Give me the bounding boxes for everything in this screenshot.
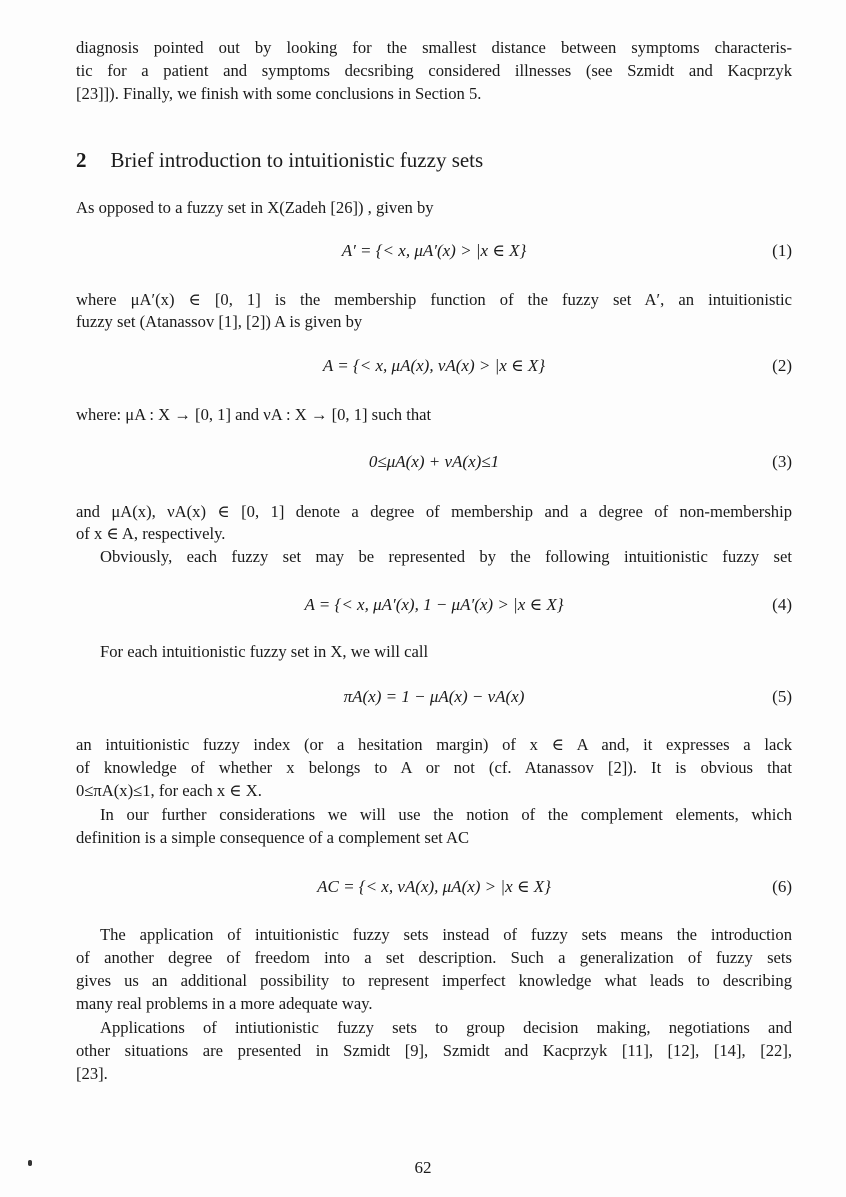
paragraph-3: where: μA : X → [0, 1] and νA : X → [0, 1] such that — [76, 405, 432, 424]
equation-2 — [76, 356, 792, 380]
paragraph-5: Obviously, each fuzzy set may be represented by the following intuitionistic fuzzy set — [100, 547, 792, 566]
equation-6-formula: AC = {< x, νA(x), μA(x) > |x ∈ X} — [317, 877, 551, 896]
equation-6 — [76, 877, 792, 901]
intro-line-2: tic for a patient and symptoms decsribing considered illnesses (see Szmidt and Kacprzyk — [76, 61, 792, 80]
paragraph-2-line-2: fuzzy set (Atanassov [1], [2]) A is given by — [76, 312, 363, 331]
paragraph-1: As opposed to a fuzzy set in X(Zadeh [26]) , given by — [76, 198, 434, 217]
paragraph-7-line-2: of knowledge of whether x belongs to A or not (cf. Atanassov [2]). It is obvious that — [76, 758, 792, 777]
paragraph-8-line-2: definition is a simple consequence of a complement set AC — [76, 828, 470, 847]
equation-3-formula: 0≤μA(x) + νA(x)≤1 — [368, 452, 500, 471]
paragraph-2-line-1: where μA′(x) ∈ [0, 1] is the membership function of the fuzzy set A′, an intuitionistic — [76, 290, 792, 309]
equation-3 — [76, 452, 792, 476]
equation-1 — [76, 241, 792, 265]
intro-line-3: [23]]). Finally, we finish with some conclusions in Section 5. — [76, 84, 482, 103]
section-number: 2 — [76, 148, 87, 172]
paragraph-4-line-1: and μA(x), νA(x) ∈ [0, 1] denote a degree of membership and a degree of non-membership — [76, 502, 792, 521]
equation-1-formula: A′ = {< x, μA′(x) > |x ∈ X} — [341, 241, 527, 260]
paragraph-7-line-1: an intuitionistic fuzzy index (or a hesitation margin) of x ∈ A and, it expresses a lack — [76, 735, 792, 754]
equation-4-formula: A = {< x, μA′(x), 1 − μA′(x) > |x ∈ X} — [304, 595, 564, 614]
intro-line-1: diagnosis pointed out by looking for the smallest distance between symptoms characteris- — [76, 38, 792, 57]
paragraph-9-line-1: The application of intuitionistic fuzzy sets instead of fuzzy sets means the introduction — [100, 925, 792, 944]
equation-4-number: (4) — [772, 595, 792, 614]
section-title: Brief introduction to intuitionistic fuzzy sets — [110, 148, 484, 172]
section-heading — [76, 148, 483, 173]
paragraph-8-line-1: In our further considerations we will use the notion of the complement elements, which — [100, 805, 792, 824]
equation-5-number: (5) — [772, 687, 792, 706]
equation-2-number: (2) — [772, 356, 792, 375]
paragraph-4-line-2: of x ∈ A, respectively. — [76, 524, 226, 543]
equation-3-number: (3) — [772, 452, 792, 471]
equation-1-number: (1) — [772, 241, 792, 260]
paragraph-10-line-3: [23]. — [76, 1064, 108, 1083]
paragraph-9-line-4: many real problems in a more adequate way. — [76, 994, 373, 1013]
equation-5 — [76, 687, 792, 711]
paragraph-10-line-2: other situations are presented in Szmidt [9], Szmidt and Kacprzyk [11], [12], [14], [22], — [76, 1041, 792, 1060]
paragraph-10-line-1: Applications of intiutionistic fuzzy sets to group decision making, negotiations and — [100, 1018, 792, 1037]
equation-4 — [76, 595, 792, 619]
paragraph-6: For each intuitionistic fuzzy set in X, we will call — [100, 642, 429, 661]
paragraph-7-line-3: 0≤πA(x)≤1, for each x ∈ X. — [76, 781, 262, 800]
paragraph-9-line-2: of another degree of freedom into a set description. Such a generalization of fuzzy sets — [76, 948, 792, 967]
paragraph-9-line-3: gives us an additional possibility to represent imperfect knowledge what leads to describing — [76, 971, 792, 990]
page-number: 62 — [414, 1158, 432, 1177]
equation-2-formula: A = {< x, μA(x), νA(x) > |x ∈ X} — [322, 356, 546, 375]
equation-6-number: (6) — [772, 877, 792, 896]
equation-5-formula: πA(x) = 1 − μA(x) − νA(x) — [343, 687, 525, 706]
